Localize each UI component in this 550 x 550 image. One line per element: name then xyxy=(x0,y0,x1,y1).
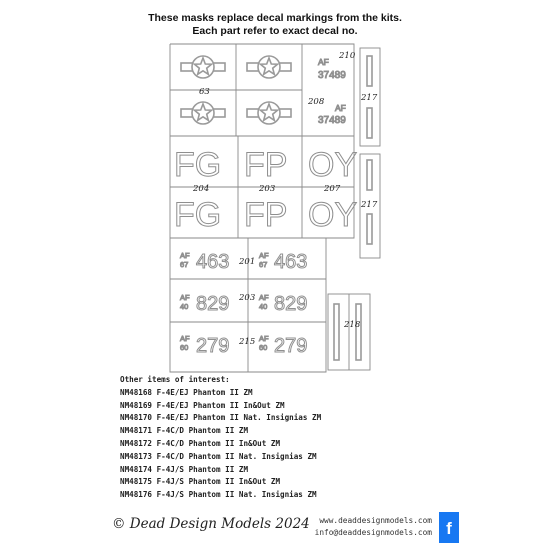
other-items-title: Other items of interest: xyxy=(120,375,230,384)
list-item: NM48168 F-4E/EJ Phantom II ZM xyxy=(120,387,253,397)
list-item: NM48176 F-4J/S Phantom II Nat. Insignias ZM xyxy=(120,490,317,500)
list-item: NM48173 F-4C/D Phantom II Nat. Insignias ZM xyxy=(120,451,317,461)
header-line-2: Each part refer to exact decal no. xyxy=(192,25,358,37)
tail-code-fp-2: FP xyxy=(244,196,288,234)
tail-code-fp-1: FP xyxy=(244,146,288,184)
other-items-list xyxy=(120,374,440,502)
list-item: NM48170 F-4E/EJ Phantom II Nat. Insignias ZM xyxy=(120,413,322,423)
website-link[interactable]: www.deaddesignmodels.com xyxy=(319,516,432,525)
part-number-203-top: 203 xyxy=(259,184,276,194)
tail-number-279-right xyxy=(259,334,307,357)
facebook-icon[interactable]: f xyxy=(439,512,459,543)
tail-number: 463 xyxy=(274,251,308,273)
insignia-1 xyxy=(181,56,225,78)
tail-code-oy-2: OY xyxy=(308,196,358,234)
tail-prefix-year: 60 xyxy=(259,343,268,352)
part-number-210: 210 xyxy=(339,51,356,61)
tail-number: 279 xyxy=(274,335,308,357)
tail-number-279-left xyxy=(180,334,229,357)
tail-prefix-af: AF xyxy=(259,251,269,260)
header-line-1: These masks replace decal markings from the kits. xyxy=(148,12,402,24)
serial-a-prefix: AF xyxy=(318,57,329,67)
part-number-217-top: 217 xyxy=(361,93,378,103)
email-link[interactable]: info@deaddesignmodels.com xyxy=(314,528,432,537)
tail-prefix-year: 60 xyxy=(180,343,189,352)
tail-number-463-left xyxy=(180,251,229,273)
serial-b-prefix: AF xyxy=(335,103,346,113)
list-item: NM48169 F-4E/EJ Phantom II In&Out ZM xyxy=(120,400,285,410)
tail-prefix-year: 40 xyxy=(259,302,268,311)
tail-number-829-right xyxy=(259,293,307,315)
part-number-208: 208 xyxy=(308,97,325,107)
tail-prefix-af: AF xyxy=(259,293,269,302)
part-number-204: 204 xyxy=(193,184,210,194)
tail-prefix-af: AF xyxy=(180,251,190,260)
part-number-217-bottom: 217 xyxy=(361,200,378,210)
tail-prefix-year: 40 xyxy=(180,302,189,311)
contact-block xyxy=(306,515,432,539)
part-number-218: 218 xyxy=(344,320,361,330)
tail-number-463-right xyxy=(259,251,307,273)
part-number-203-bottom: 203 xyxy=(239,293,256,303)
serial-b-number: 37489 xyxy=(318,115,346,126)
tail-code-oy-1: OY xyxy=(308,146,358,184)
brand-copyright: © Dead Design Models 2024 xyxy=(112,516,310,532)
insignia-2 xyxy=(247,56,291,78)
tail-number-829-left xyxy=(180,293,229,315)
tail-prefix-af: AF xyxy=(180,293,190,302)
tail-number: 279 xyxy=(196,335,230,357)
tail-prefix-year: 67 xyxy=(259,260,268,269)
tail-prefix-year: 67 xyxy=(180,260,189,269)
part-number-201: 201 xyxy=(239,257,256,267)
part-number-215: 215 xyxy=(239,337,256,347)
tail-code-fg-1: FG xyxy=(174,146,222,184)
insignia-4 xyxy=(247,102,291,124)
tail-number: 829 xyxy=(274,293,308,315)
tail-code-fg-2: FG xyxy=(174,196,222,234)
part-number-63: 63 xyxy=(199,87,210,97)
part-number-207: 207 xyxy=(324,184,341,194)
list-item: NM48174 F-4J/S Phantom II ZM xyxy=(120,464,249,474)
list-item: NM48171 F-4C/D Phantom II ZM xyxy=(120,426,249,436)
insignia-3 xyxy=(181,102,225,124)
list-item: NM48172 F-4C/D Phantom II In&Out ZM xyxy=(120,438,281,448)
tail-number: 463 xyxy=(196,251,230,273)
tail-prefix-af: AF xyxy=(180,334,190,343)
tail-prefix-af: AF xyxy=(259,334,269,343)
tail-number: 829 xyxy=(196,293,230,315)
list-item: NM48175 F-4J/S Phantom II In&Out ZM xyxy=(120,477,281,487)
serial-a-number: 37489 xyxy=(318,70,346,81)
